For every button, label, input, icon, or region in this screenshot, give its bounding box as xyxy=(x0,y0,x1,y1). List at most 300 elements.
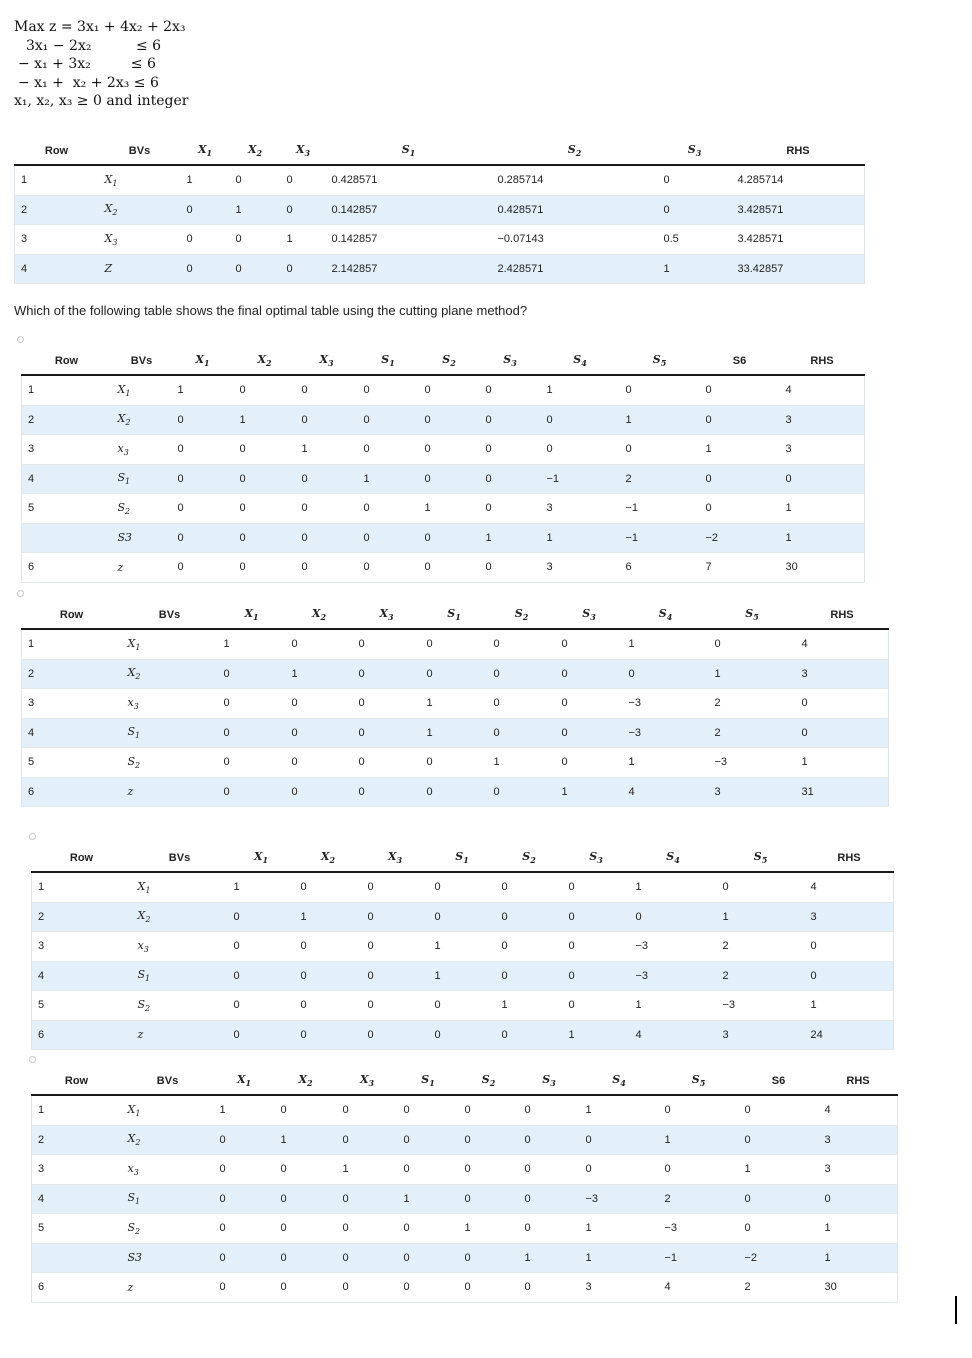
cell-rhs: 3 xyxy=(780,405,865,435)
cell-s5: 0 xyxy=(620,435,700,465)
initial-simplex-table xyxy=(14,138,865,284)
col-header-s3: $S_3$ xyxy=(563,845,630,872)
table-row xyxy=(32,1184,898,1214)
cell-s4: −3 xyxy=(623,689,709,719)
col-header-x1: $X_1$ xyxy=(228,845,295,872)
cell-x2: 0 xyxy=(275,1214,337,1244)
cell-rhs: 1 xyxy=(819,1243,898,1273)
cell-s4: 1 xyxy=(630,872,717,902)
cell-x3: 0 xyxy=(362,1020,429,1050)
cell-x3: 0 xyxy=(337,1095,398,1125)
table-row xyxy=(22,435,865,465)
cell-s2: 0 xyxy=(496,961,563,991)
cell-rhs: 3 xyxy=(819,1155,898,1185)
cell-s3: 0 xyxy=(563,932,630,962)
cell-x2: 0 xyxy=(275,1184,337,1214)
table-row xyxy=(15,254,865,284)
answer-radio-3[interactable] xyxy=(29,833,36,840)
cell-x2: 0 xyxy=(230,254,281,284)
basic-variable: $X_2$ xyxy=(112,405,172,435)
cell-s4: 1 xyxy=(580,1095,659,1125)
cell-s5: 2 xyxy=(659,1184,739,1214)
cell-s3: 0 xyxy=(556,659,623,689)
row-number: 5 xyxy=(32,1214,122,1244)
col-header-s1: $S_1$ xyxy=(326,138,492,165)
cell-rhs: 24 xyxy=(805,1020,894,1050)
row-number xyxy=(22,523,112,553)
col-header-bvs: BVs xyxy=(112,348,172,375)
cell-s5: 0 xyxy=(717,872,805,902)
col-header-x3: $X_3$ xyxy=(337,1068,398,1095)
col-header-s1: $S_1$ xyxy=(429,845,496,872)
col-header-s1: $S_1$ xyxy=(421,602,488,629)
cell-x1: 0 xyxy=(181,195,230,225)
cell-rhs: 4 xyxy=(819,1095,898,1125)
cell-s2: 0 xyxy=(496,1020,563,1050)
cell-x1: 0 xyxy=(172,494,234,524)
cell-s3: 0 xyxy=(519,1155,580,1185)
cell-x3: 0 xyxy=(337,1273,398,1303)
row-number: 1 xyxy=(22,629,122,659)
cell-x1: 0 xyxy=(228,961,295,991)
col-header-x2: $X_2$ xyxy=(275,1068,337,1095)
cell-x3: 0 xyxy=(353,777,421,807)
cell-rhs: 1 xyxy=(805,991,894,1021)
cell-s1: 0 xyxy=(398,1214,459,1244)
cell-x2: 0 xyxy=(286,777,353,807)
cell-x3: 0 xyxy=(281,254,326,284)
cell-s1: 0 xyxy=(358,435,419,465)
cell-x2: 0 xyxy=(286,629,353,659)
cell-x3: 0 xyxy=(362,872,429,902)
cell-s6: −2 xyxy=(700,523,780,553)
header-row xyxy=(22,602,889,629)
cell-s5: 2 xyxy=(620,464,700,494)
cell-s1: 0 xyxy=(421,748,488,778)
cell-x1: 0 xyxy=(181,254,230,284)
basic-variable: $S_2$ xyxy=(132,991,228,1021)
col-header-x1: $X_1$ xyxy=(214,1068,275,1095)
cell-x1: 0 xyxy=(228,902,295,932)
col-header-bvs: BVs xyxy=(132,845,228,872)
table-row xyxy=(22,523,865,553)
cell-x2: 1 xyxy=(234,405,296,435)
cell-s3: 0 xyxy=(563,991,630,1021)
cell-s5: −1 xyxy=(659,1243,739,1273)
cell-s3: 0 xyxy=(519,1214,580,1244)
cell-s3: 1 xyxy=(563,1020,630,1050)
basic-variable: $S_1$ xyxy=(122,718,218,748)
col-header-s3: $S_3$ xyxy=(658,138,732,165)
cell-s6: 0 xyxy=(739,1214,819,1244)
cell-s5: 4 xyxy=(659,1273,739,1303)
col-header-s4: $S_4$ xyxy=(630,845,717,872)
row-number: 4 xyxy=(32,1184,122,1214)
cell-rhs: 0 xyxy=(780,464,865,494)
cell-rhs: 0 xyxy=(796,689,889,719)
cell-rhs: 31 xyxy=(796,777,889,807)
cell-s4: 1 xyxy=(580,1243,659,1273)
cell-x2: 0 xyxy=(234,553,296,583)
cell-s1: 0 xyxy=(421,777,488,807)
cell-s5: 3 xyxy=(717,1020,805,1050)
cell-s3: 0 xyxy=(519,1095,580,1125)
cell-x3: 0 xyxy=(362,932,429,962)
cell-x2: 0 xyxy=(295,872,362,902)
header-row xyxy=(32,845,894,872)
cell-x3: 0 xyxy=(296,523,358,553)
cell-x2: 0 xyxy=(230,165,281,195)
cell-s4: −3 xyxy=(580,1184,659,1214)
cell-s3: 0 xyxy=(563,872,630,902)
cell-s3: 0 xyxy=(480,553,541,583)
row-number: 3 xyxy=(22,435,112,465)
cell-s1: 0 xyxy=(358,405,419,435)
col-header-rhs: RHS xyxy=(805,845,894,872)
cell-x3: 0 xyxy=(296,464,358,494)
col-header-x2: $X_2$ xyxy=(234,348,296,375)
table-row xyxy=(22,689,889,719)
cell-x2: 0 xyxy=(295,991,362,1021)
cell-s2: 0 xyxy=(496,902,563,932)
cell-s5: −3 xyxy=(659,1214,739,1244)
col-header-s4: $S_4$ xyxy=(580,1068,659,1095)
cell-s5: 0 xyxy=(709,629,796,659)
basic-variable: z xyxy=(112,553,172,583)
col-header-rhs: RHS xyxy=(732,138,865,165)
basic-variable: z xyxy=(122,1273,214,1303)
cell-rhs: 0 xyxy=(819,1184,898,1214)
cell-s2: 0 xyxy=(419,464,480,494)
col-header-x1: $X_1$ xyxy=(181,138,230,165)
col-header-s4: $S_4$ xyxy=(623,602,709,629)
table-row xyxy=(15,165,865,195)
basic-variable: $S_2$ xyxy=(112,494,172,524)
cell-s2: 0 xyxy=(459,1155,519,1185)
cell-rhs: 1 xyxy=(819,1214,898,1244)
cell-s4: 0 xyxy=(541,435,620,465)
cell-s3: 0 xyxy=(519,1125,580,1155)
nonnegativity: x₁, x₂, x₃ ≥ 0 and integer xyxy=(14,93,189,109)
cell-s5: 0 xyxy=(659,1155,739,1185)
cell-s5: 1 xyxy=(717,902,805,932)
table-row xyxy=(15,195,865,225)
cell-s1: 0 xyxy=(358,494,419,524)
cell-x3: 0 xyxy=(337,1214,398,1244)
cell-x1: 1 xyxy=(214,1095,275,1125)
row-number: 4 xyxy=(22,718,122,748)
cell-x3: 0 xyxy=(353,629,421,659)
table-row xyxy=(22,659,889,689)
table-row xyxy=(32,1095,898,1125)
cell-s2: 1 xyxy=(459,1214,519,1244)
col-header-s5: $S_5$ xyxy=(717,845,805,872)
question-text: Which of the following table shows the final optimal table using the cutting plane method? xyxy=(14,303,528,318)
cell-x2: 1 xyxy=(286,659,353,689)
cell-s3: 0 xyxy=(556,748,623,778)
cell-s6: 0 xyxy=(739,1184,819,1214)
cell-x1: 0 xyxy=(214,1184,275,1214)
cell-x1: 1 xyxy=(181,165,230,195)
cell-s5: 2 xyxy=(709,718,796,748)
basic-variable: $X_1$ xyxy=(122,629,218,659)
cell-rhs: 3 xyxy=(796,659,889,689)
cell-x1: 0 xyxy=(218,748,286,778)
cell-x3: 0 xyxy=(362,961,429,991)
cell-x2: 0 xyxy=(295,932,362,962)
cell-x1: 0 xyxy=(172,523,234,553)
cell-s1: 0 xyxy=(429,1020,496,1050)
col-header-row: Row xyxy=(22,348,112,375)
cell-s1: 0 xyxy=(421,629,488,659)
table-row xyxy=(32,1273,898,1303)
cell-s6: 0 xyxy=(700,375,780,405)
basic-variable: $X_2$ xyxy=(99,195,181,225)
cell-s1: 1 xyxy=(358,464,419,494)
row-number: 2 xyxy=(22,659,122,689)
cell-x3: 0 xyxy=(362,902,429,932)
cell-x1: 0 xyxy=(172,553,234,583)
cell-s2: 0 xyxy=(419,435,480,465)
col-header-rhs: RHS xyxy=(819,1068,898,1095)
cell-s3: 0 xyxy=(519,1273,580,1303)
cell-s2: 0 xyxy=(496,872,563,902)
basic-variable: S3 xyxy=(112,523,172,553)
cell-rhs: 33.42857 xyxy=(732,254,865,284)
cell-x2: 1 xyxy=(295,902,362,932)
table-row xyxy=(22,777,889,807)
col-header-s2: $S_2$ xyxy=(419,348,480,375)
cell-s2: 0 xyxy=(459,1184,519,1214)
row-number: 3 xyxy=(15,225,99,255)
cell-s5: 1 xyxy=(620,405,700,435)
table-row xyxy=(32,1214,898,1244)
cell-s2: 0.428571 xyxy=(492,195,658,225)
cell-s3: 0 xyxy=(480,435,541,465)
cell-rhs: 0 xyxy=(805,932,894,962)
cell-s3: 0 xyxy=(658,195,732,225)
basic-variable: $X_2$ xyxy=(132,902,228,932)
row-number: 6 xyxy=(22,553,112,583)
row-number: 4 xyxy=(15,254,99,284)
cell-x3: 0 xyxy=(281,165,326,195)
cell-x3: 0 xyxy=(353,689,421,719)
row-number: 1 xyxy=(32,1095,122,1125)
cell-s4: −3 xyxy=(623,718,709,748)
cell-s2: 0 xyxy=(488,777,556,807)
option-a-table xyxy=(21,348,865,583)
cell-s1: 0 xyxy=(421,659,488,689)
cell-s2: 0 xyxy=(496,932,563,962)
row-number: 2 xyxy=(32,902,132,932)
cell-x3: 1 xyxy=(337,1155,398,1185)
cell-rhs: 1 xyxy=(780,494,865,524)
basic-variable: $S_2$ xyxy=(122,748,218,778)
col-header-s2: $S_2$ xyxy=(459,1068,519,1095)
col-header-bvs: BVs xyxy=(122,602,218,629)
table-row xyxy=(22,553,865,583)
basic-variable: $X_3$ xyxy=(99,225,181,255)
cell-x2: 0 xyxy=(275,1273,337,1303)
table-row xyxy=(32,961,894,991)
cell-x1: 0 xyxy=(228,1020,295,1050)
cell-s6: 0 xyxy=(739,1095,819,1125)
cell-s1: 0 xyxy=(358,553,419,583)
cell-rhs: 1 xyxy=(780,523,865,553)
col-header-rhs: RHS xyxy=(780,348,865,375)
cell-rhs: 30 xyxy=(780,553,865,583)
cell-s6: 7 xyxy=(700,553,780,583)
cell-rhs: 4 xyxy=(796,629,889,659)
col-header-s6: S6 xyxy=(739,1068,819,1095)
col-header-s1: $S_1$ xyxy=(358,348,419,375)
col-header-s3: $S_3$ xyxy=(480,348,541,375)
cell-s5: 0 xyxy=(659,1095,739,1125)
table-row xyxy=(15,225,865,255)
cell-x3: 0 xyxy=(353,659,421,689)
cell-x2: 0 xyxy=(234,494,296,524)
basic-variable: $X_1$ xyxy=(112,375,172,405)
cell-x3: 0 xyxy=(281,195,326,225)
cell-s1: 1 xyxy=(398,1184,459,1214)
cell-s2: 1 xyxy=(496,991,563,1021)
constraint-1: 3x₁ − 2x₂ ≤ 6 xyxy=(26,37,162,54)
cell-x3: 0 xyxy=(362,991,429,1021)
cell-s3: 0 xyxy=(480,375,541,405)
cell-x1: 0 xyxy=(218,718,286,748)
cell-x1: 0 xyxy=(218,689,286,719)
cell-x2: 0 xyxy=(234,464,296,494)
table-row xyxy=(32,932,894,962)
answer-radio-2[interactable] xyxy=(17,590,24,597)
col-header-s1: $S_1$ xyxy=(398,1068,459,1095)
basic-variable: $x_3$ xyxy=(132,932,228,962)
col-header-s4: $S_4$ xyxy=(541,348,620,375)
table-row xyxy=(32,1020,894,1050)
objective: Max z = 3x₁ + 4x₂ + 2x₃ xyxy=(14,19,186,35)
cell-s1: 2.142857 xyxy=(326,254,492,284)
option-c-table xyxy=(31,845,894,1050)
cell-s2: 0.285714 xyxy=(492,165,658,195)
row-number: 2 xyxy=(15,195,99,225)
cell-s1: 1 xyxy=(421,689,488,719)
answer-radio-1[interactable] xyxy=(17,336,24,343)
basic-variable: $S_1$ xyxy=(122,1184,214,1214)
basic-variable: z xyxy=(122,777,218,807)
row-number: 5 xyxy=(32,991,132,1021)
cell-s3: 0 xyxy=(556,689,623,719)
cell-s3: 1 xyxy=(480,523,541,553)
row-number: 1 xyxy=(15,165,99,195)
cell-s2: 1 xyxy=(419,494,480,524)
cell-s5: 2 xyxy=(709,689,796,719)
col-header-x3: $X_3$ xyxy=(281,138,326,165)
cell-s1: 0.142857 xyxy=(326,225,492,255)
col-header-x2: $X_2$ xyxy=(230,138,281,165)
row-number: 3 xyxy=(32,932,132,962)
cell-s5: −3 xyxy=(709,748,796,778)
basic-variable: Z xyxy=(99,254,181,284)
basic-variable: $X_1$ xyxy=(132,872,228,902)
cell-s4: 1 xyxy=(623,629,709,659)
header-row xyxy=(15,138,865,165)
cell-s4: 1 xyxy=(630,991,717,1021)
cell-s6: 1 xyxy=(700,435,780,465)
cell-s5: 0 xyxy=(620,375,700,405)
header-row xyxy=(32,1068,898,1095)
cell-s1: 1 xyxy=(429,961,496,991)
cell-s1: 0.142857 xyxy=(326,195,492,225)
answer-radio-4[interactable] xyxy=(29,1056,36,1063)
table-row xyxy=(22,375,865,405)
basic-variable: $S_2$ xyxy=(122,1214,214,1244)
cell-s3: 0 xyxy=(480,405,541,435)
cell-s3: 0 xyxy=(563,961,630,991)
cell-s2: 0 xyxy=(488,718,556,748)
cell-s3: 0 xyxy=(563,902,630,932)
cell-x1: 0 xyxy=(218,659,286,689)
cell-s6: 0 xyxy=(700,464,780,494)
table-row xyxy=(32,1243,898,1273)
cell-s6: 1 xyxy=(739,1155,819,1185)
cell-rhs: 4 xyxy=(805,872,894,902)
cell-s1: 0 xyxy=(358,375,419,405)
basic-variable: $x_3$ xyxy=(122,1155,214,1185)
cell-x2: 0 xyxy=(230,225,281,255)
cell-s2: 0 xyxy=(488,689,556,719)
cell-s2: 0 xyxy=(459,1095,519,1125)
cell-s5: 1 xyxy=(659,1125,739,1155)
col-header-s5: $S_5$ xyxy=(709,602,796,629)
cell-x2: 0 xyxy=(234,375,296,405)
cell-s2: 0 xyxy=(419,553,480,583)
row-number: 6 xyxy=(32,1273,122,1303)
row-number: 5 xyxy=(22,494,112,524)
cell-s1: 1 xyxy=(429,932,496,962)
row-number: 3 xyxy=(22,689,122,719)
cell-s3: 0 xyxy=(519,1184,580,1214)
col-header-row: Row xyxy=(32,845,132,872)
cell-x1: 0 xyxy=(181,225,230,255)
basic-variable: $S_1$ xyxy=(132,961,228,991)
basic-variable: $x_3$ xyxy=(112,435,172,465)
table-row xyxy=(22,494,865,524)
cell-s5: 2 xyxy=(717,932,805,962)
cell-x2: 0 xyxy=(234,523,296,553)
cell-x2: 0 xyxy=(275,1095,337,1125)
cell-s5: 1 xyxy=(709,659,796,689)
row-number: 4 xyxy=(22,464,112,494)
cell-s1: 0 xyxy=(398,1095,459,1125)
cell-rhs: 3 xyxy=(819,1125,898,1155)
cell-x2: 1 xyxy=(275,1125,337,1155)
cell-s4: 3 xyxy=(541,553,620,583)
cell-s5: 3 xyxy=(709,777,796,807)
cell-x2: 0 xyxy=(286,718,353,748)
row-number: 6 xyxy=(32,1020,132,1050)
cell-rhs: 4 xyxy=(780,375,865,405)
cell-s2: 0 xyxy=(459,1243,519,1273)
problem-statement xyxy=(14,18,188,111)
cell-s2: 0 xyxy=(488,659,556,689)
cell-x2: 0 xyxy=(286,689,353,719)
cell-s4: 1 xyxy=(623,748,709,778)
cell-s2: 0 xyxy=(419,405,480,435)
cell-s4: 3 xyxy=(580,1273,659,1303)
row-number: 2 xyxy=(22,405,112,435)
cell-s3: 0 xyxy=(658,165,732,195)
cell-rhs: 3.428571 xyxy=(732,225,865,255)
